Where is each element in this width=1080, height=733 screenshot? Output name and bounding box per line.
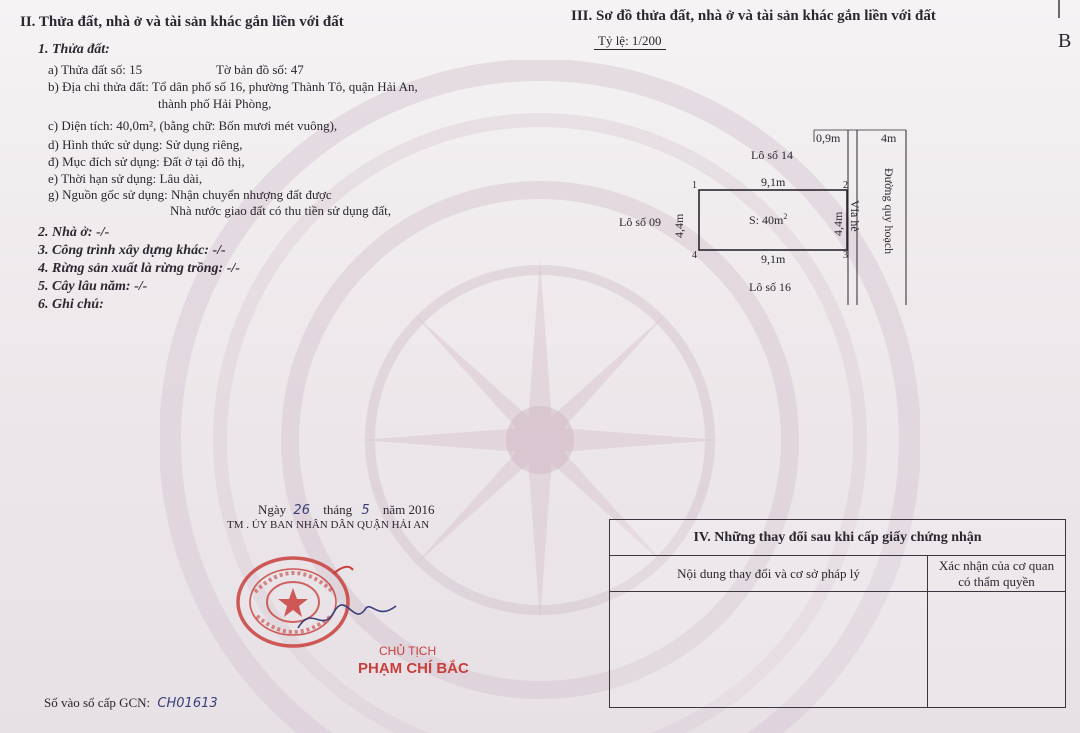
right-width: 4,4m — [831, 211, 845, 236]
bottom-length: 9,1m — [761, 252, 786, 266]
forest-item: 4. Rừng sản xuất là rừng trồng: -/- — [38, 261, 240, 276]
left-width: 4,4m — [672, 213, 686, 238]
margin-mark — [1058, 0, 1060, 18]
road-label: Đường quy hoạch — [882, 168, 896, 255]
corner-1: 1 — [692, 180, 697, 191]
change-content-cell — [610, 592, 928, 708]
parcel-area: c) Diện tích: 40,0m², (bằng chữ: Bốn mươi mét vuông), — [48, 118, 338, 133]
corner-3: 3 — [843, 250, 848, 261]
lot-north: Lô số 14 — [751, 148, 793, 162]
lot-south: Lô số 16 — [749, 280, 791, 294]
use-origin: g) Nguồn gốc sử dụng: Nhận chuyển nhượng đất được — [48, 187, 332, 202]
column-authority-confirmation: Xác nhận của cơ quan có thẩm quyền — [928, 556, 1066, 592]
use-origin-continued: Nhà nước giao đất có thu tiền sử dụng đất, — [170, 203, 391, 218]
parcel-number: a) Thửa đất số: 15 — [48, 62, 143, 77]
house-item: 2. Nhà ở: -/- — [38, 225, 110, 240]
perennial-item: 5. Cây lâu năm: -/- — [38, 279, 148, 294]
use-term: e) Thời hạn sử dụng: Lâu dài, — [48, 171, 203, 186]
registry-number: Số vào sổ cấp GCN: CH01613 — [44, 695, 218, 711]
signer-position: CHỦ TỊCH — [379, 644, 437, 658]
section-4-title: IV. Những thay đổi sau khi cấp giấy chứng nhận — [610, 520, 1066, 556]
signer-name: PHẠM CHÍ BẮC — [358, 660, 469, 677]
confirmation-cell — [928, 592, 1066, 708]
parcel-address-city: thành phố Hải Phòng, — [158, 96, 272, 111]
changes-table — [609, 519, 1066, 708]
parcel-area-label: S: $40m^2$ — [749, 212, 788, 227]
notes-item: 6. Ghi chú: — [38, 297, 104, 312]
sidewalk-width: 0,9m — [816, 131, 841, 145]
corner-4: 4 — [692, 250, 697, 261]
section-2-title: II. Thửa đất, nhà ở và tài sản khác gắn liền với đất — [20, 14, 344, 30]
use-purpose: đ) Mục đích sử dụng: Đất ở tại đô thị, — [48, 154, 245, 169]
section-3-title: III. Sơ đồ thửa đất, nhà ở và tài sản khác gắn liền với đất — [571, 8, 936, 24]
use-form: d) Hình thức sử dụng: Sử dụng riêng, — [48, 137, 243, 152]
construction-item: 3. Công trình xây dựng khác: -/- — [38, 243, 226, 258]
scale-label: Tỷ lệ: 1/200 — [594, 33, 666, 50]
road-width: 4m — [881, 131, 897, 145]
lot-west: Lô số 09 — [619, 215, 661, 229]
issuing-authority: TM . ỦY BAN NHÂN DÂN QUẬN HẢI AN — [227, 519, 430, 531]
top-length: 9,1m — [761, 175, 786, 189]
map-sheet-number: Tờ bản đồ số: 47 — [216, 62, 304, 77]
column-change-content: Nội dung thay đổi và cơ sở pháp lý — [610, 556, 928, 592]
issue-date: Ngày 26 tháng 5 năm 2016 — [258, 502, 435, 518]
sidewalk-label: Vỉa hè — [848, 200, 862, 232]
parcel-address: b) Địa chỉ thửa đất: Tổ dân phố số 16, phường Thành Tô, quận Hải An, — [48, 79, 418, 94]
page-letter: B — [1058, 30, 1072, 52]
corner-2: 2 — [843, 180, 848, 191]
land-heading: 1. Thửa đất: — [38, 42, 110, 57]
handwritten-signature — [292, 598, 402, 638]
